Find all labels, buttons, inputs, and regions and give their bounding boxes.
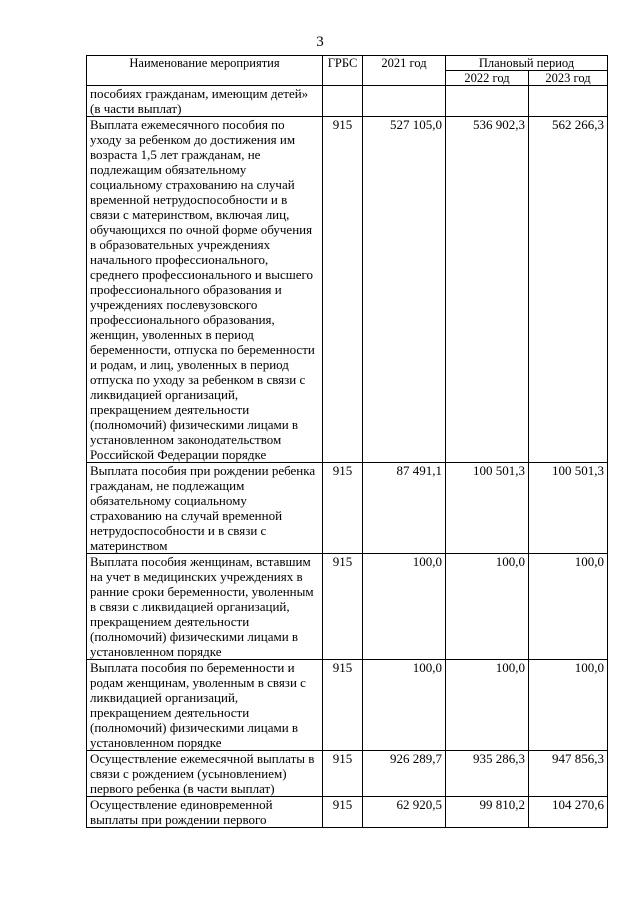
row-grbs: 915 xyxy=(323,751,363,797)
row-2022: 100 501,3 xyxy=(446,463,529,554)
header-planned-period: Плановый период xyxy=(446,56,608,71)
table-row xyxy=(87,117,608,463)
row-2023: 104 270,6 xyxy=(529,797,608,828)
table-header xyxy=(87,56,608,86)
table-row xyxy=(87,751,608,797)
row-2023: 100 501,3 xyxy=(529,463,608,554)
row-2023: 947 856,3 xyxy=(529,751,608,797)
row-2022: 935 286,3 xyxy=(446,751,529,797)
row-grbs: 915 xyxy=(323,554,363,660)
page-number: 3 xyxy=(316,34,324,50)
row-grbs: 915 xyxy=(323,463,363,554)
row-name: Выплата пособия по беременности и родам женщинам, уволенным в связи с ликвидацией организаций, прекращением деятельности (полномочий) физическими лицами в установленном порядке xyxy=(87,660,323,751)
table-row xyxy=(87,86,608,117)
row-2021: 87 491,1 xyxy=(363,463,446,554)
header-2023: 2023 год xyxy=(529,71,608,86)
row-2021: 62 920,5 xyxy=(363,797,446,828)
row-name: пособиях гражданам, имеющим детей» (в части выплат) xyxy=(87,86,323,117)
row-2022: 100,0 xyxy=(446,554,529,660)
row-2023: 100,0 xyxy=(529,660,608,751)
row-name: Выплата пособия женщинам, вставшим на учет в медицинских учреждениях в ранние сроки беременности, уволенным в связи с ликвидацией организаций, прекращением деятельности (полномочий) физическими лицами в установленном порядке xyxy=(87,554,323,660)
table-row xyxy=(87,554,608,660)
row-2021: 527 105,0 xyxy=(363,117,446,463)
row-name: Осуществление ежемесячной выплаты в связи с рождением (усыновлением) первого ребенка (в части выплат) xyxy=(87,751,323,797)
row-2022: 100,0 xyxy=(446,660,529,751)
row-name: Выплата пособия при рождении ребенка гражданам, не подлежащим обязательному социальному страхованию на случай временной нетрудоспособности и в связи с материнством xyxy=(87,463,323,554)
header-name: Наименование мероприятия xyxy=(87,56,323,86)
row-grbs: 915 xyxy=(323,117,363,463)
row-2021: 100,0 xyxy=(363,554,446,660)
row-name: Осуществление единовременной выплаты при рождении первого xyxy=(87,797,323,828)
row-2022: 99 810,2 xyxy=(446,797,529,828)
row-grbs: 915 xyxy=(323,660,363,751)
row-2023 xyxy=(529,86,608,117)
table-row xyxy=(87,463,608,554)
row-2022 xyxy=(446,86,529,117)
row-2023: 100,0 xyxy=(529,554,608,660)
header-grbs: ГРБС xyxy=(323,56,363,86)
row-2021 xyxy=(363,86,446,117)
table-row xyxy=(87,797,608,828)
budget-table xyxy=(86,55,608,828)
row-name: Выплата ежемесячного пособия по уходу за ребенком до достижения им возраста 1,5 лет гражданам, не подлежащим обязательному социальному страхованию на случай временной нетрудоспособности и в связи с материнством, включая лиц, обучающихся по очной форме обучения в образовательных учреждениях начального профессионального, среднего профессионального и высшего профессионального образования и учреждениях послевузовского профессионального образования, женщин, уволенных в период беременности, отпуска по беременности и родам, и лиц, уволенных в период отпуска по уходу за ребенком в связи с ликвидацией организаций, прекращением деятельности (полномочий) физическими лицами в установленном законодательством Российской Федерации порядке xyxy=(87,117,323,463)
row-2022: 536 902,3 xyxy=(446,117,529,463)
table-row xyxy=(87,660,608,751)
header-2022: 2022 год xyxy=(446,71,529,86)
row-2021: 926 289,7 xyxy=(363,751,446,797)
row-grbs: 915 xyxy=(323,797,363,828)
row-2023: 562 266,3 xyxy=(529,117,608,463)
header-2021: 2021 год xyxy=(363,56,446,86)
row-2021: 100,0 xyxy=(363,660,446,751)
row-grbs xyxy=(323,86,363,117)
